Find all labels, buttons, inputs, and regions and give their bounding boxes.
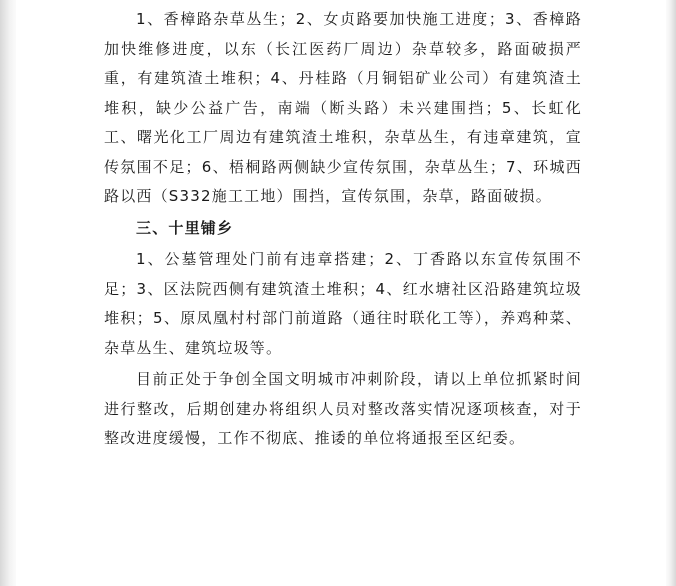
closing-paragraph: 目前正处于争创全国文明城市冲刺阶段，请以上单位抓紧时间进行整改，后期创建办将组织人员对整改落实情况逐项核查，对于整改进度缓慢，工作不彻底、推诿的单位将通报至区纪委。 [104,370,582,447]
page-gutter-right [666,0,676,586]
document-body[interactable] [104,5,582,454]
page-gutter-left [0,0,16,586]
section-heading-shilipu: 三、十里铺乡 [136,218,234,237]
issues-paragraph-1: 1、香樟路杂草丛生；2、女贞路要加快施工进度；3、香樟路加快维修进度，以东（长江医药厂周边）杂草较多，路面破损严重，有建筑渣土堆积；4、丹桂路（月铜铝矿业公司）有建筑渣土堆积，缺少公益广告，南端（断头路）未兴建围挡；5、长虹化工、曙光化工厂周边有建筑渣土堆积，杂草丛生，有违章建筑，宣传氛围不足；6、梧桐路两侧缺少宣传氛围，杂草丛生；7、环城西路以西（S332施工工地）围挡，宣传氛围，杂草，路面破损。 [104,10,582,205]
document-page [16,0,666,586]
issues-paragraph-2: 1、公墓管理处门前有违章搭建；2、丁香路以东宣传氛围不足；3、区法院西侧有建筑渣土堆积；4、红水塘社区沿路建筑垃圾堆积；5、原凤凰村村部门前道路（通往时联化工等），养鸡种菜、杂草丛生、建筑垃圾等。 [104,250,582,357]
